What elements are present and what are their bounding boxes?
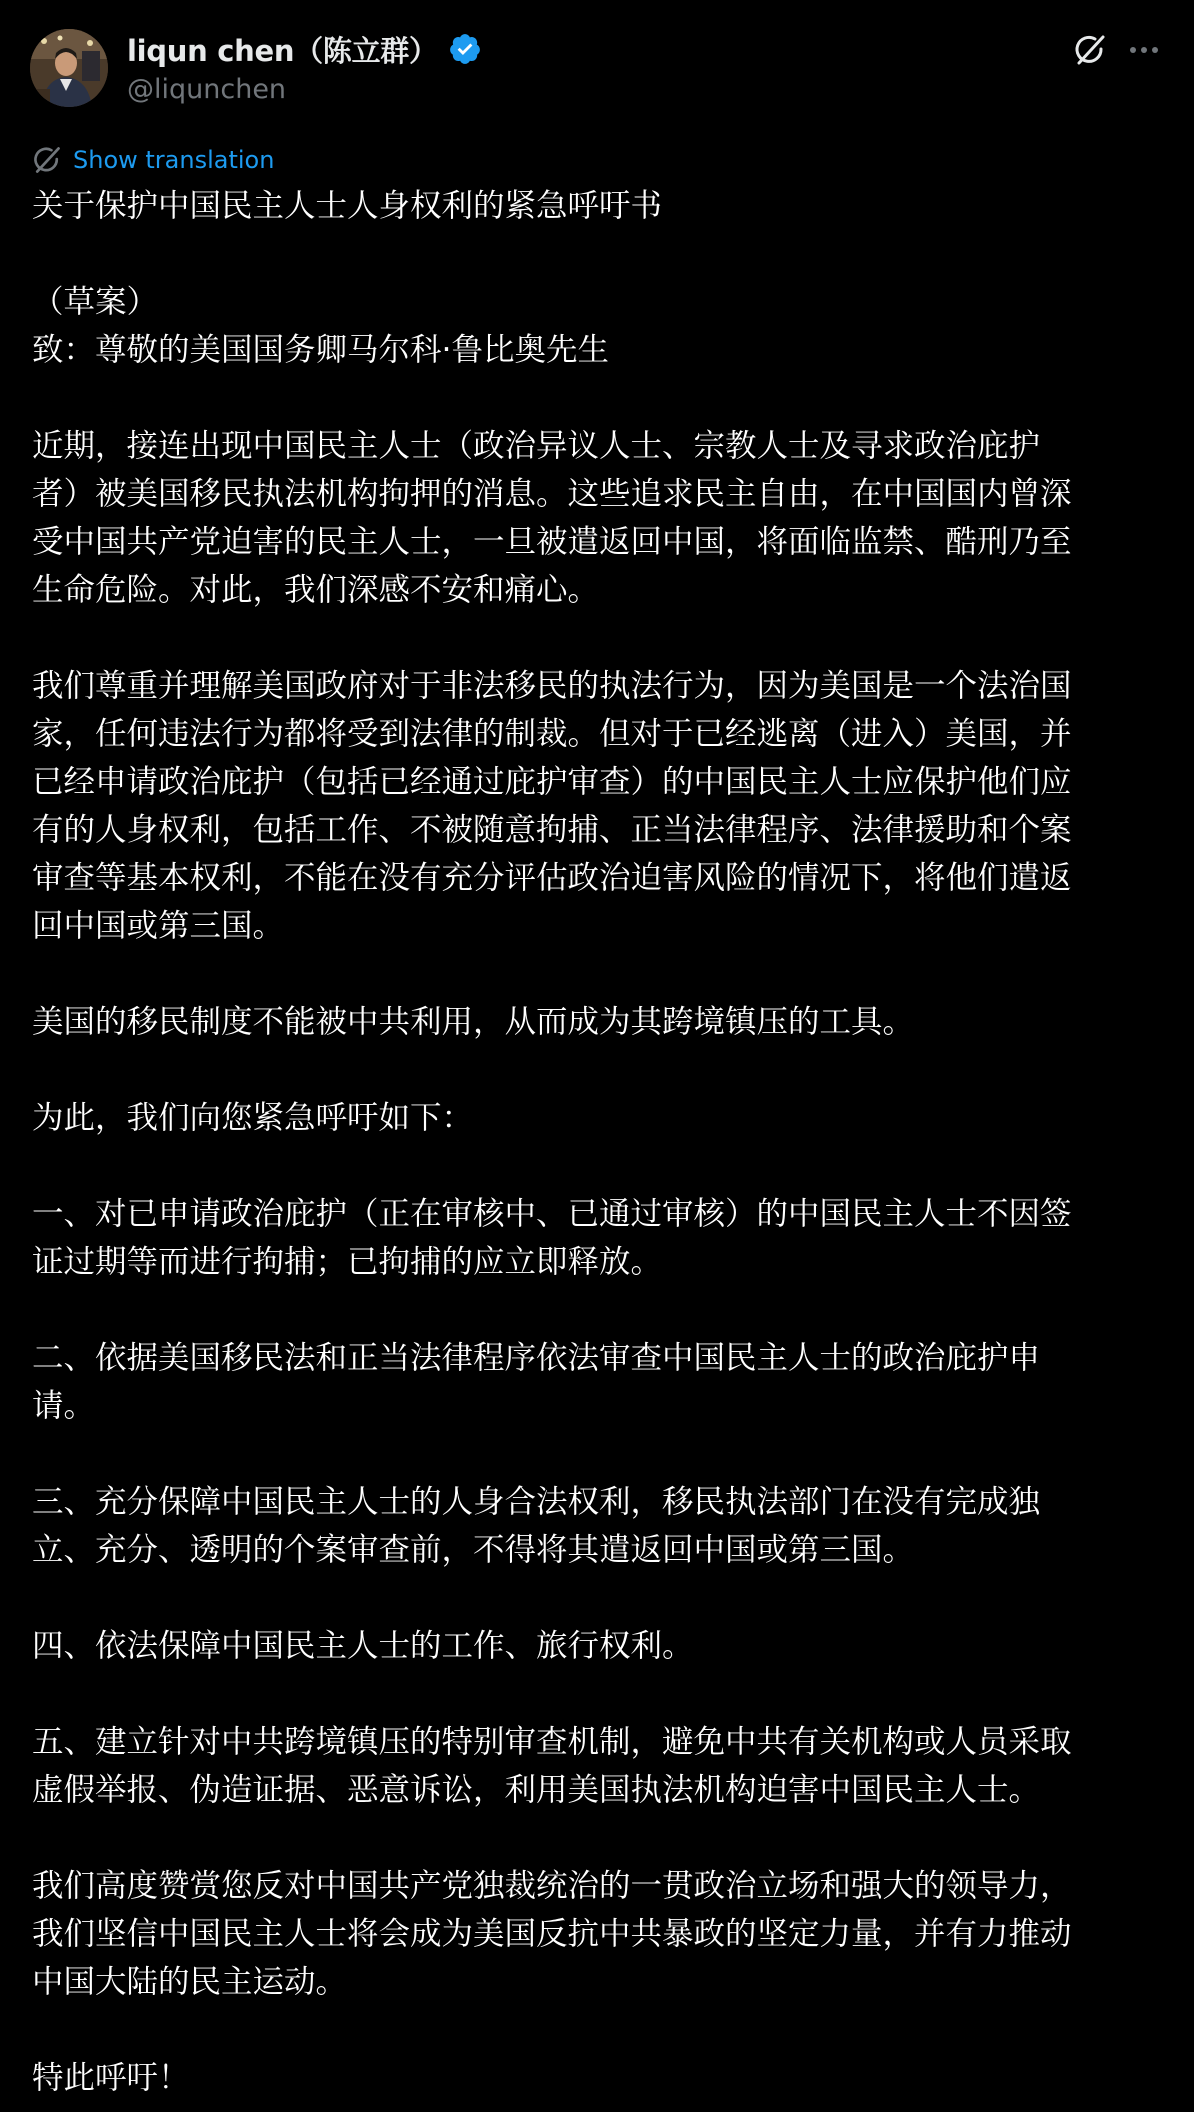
post-text-line [32, 374, 1162, 422]
post-text-line [32, 950, 1162, 998]
show-translation-label[interactable]: Show translation [73, 146, 275, 174]
grok-button[interactable] [1070, 30, 1110, 70]
post-body-text [32, 182, 1162, 2102]
post-text-line: 致：尊敬的美国国务卿马尔科·鲁比奥先生 [32, 332, 610, 368]
post-text-line: 已经申请政治庇护（包括已经通过庇护审查）的中国民主人士应保护他们应 [32, 764, 1072, 800]
post-text-line: 四、依法保障中国民主人士的工作、旅行权利。 [32, 1628, 694, 1664]
post-text-line: 家，任何违法行为都将受到法律的制裁。但对于已经逃离（进入）美国，并 [32, 716, 1072, 752]
show-translation-link[interactable] [31, 142, 274, 178]
post-text-line [32, 2006, 1162, 2054]
avatar-photo [30, 29, 108, 107]
post-text-line: 受中国共产党迫害的民主人士，一旦被遣返回中国，将面临监禁、酷刑乃至 [32, 524, 1072, 560]
post-text-line: 一、对已申请政治庇护（正在审核中、已通过审核）的中国民主人士不因签 [32, 1196, 1072, 1232]
post-text-line [32, 1670, 1162, 1718]
post-text-line: 特此呼吁！ [32, 2060, 190, 2096]
author-display-name[interactable]: liqun chen（陈立群） [127, 33, 438, 68]
author-handle[interactable]: @liqunchen [127, 74, 287, 105]
post-text-line: 虚假举报、伪造证据、恶意诉讼，利用美国执法机构迫害中国民主人士。 [32, 1772, 1041, 1808]
post-text-line: 为此，我们向您紧急呼吁如下： [32, 1100, 474, 1136]
post-text-line: 请。 [32, 1388, 96, 1424]
avatar[interactable] [30, 29, 108, 107]
post-text-line: 立、充分、透明的个案审查前，不得将其遣返回中国或第三国。 [32, 1532, 915, 1568]
header-actions [1070, 30, 1164, 70]
post-text-line: 二、依据美国移民法和正当法律程序依法审查中国民主人士的政治庇护申 [32, 1340, 1041, 1376]
post-text-line [32, 1286, 1162, 1334]
post-text-line: 中国大陆的民主运动。 [32, 1964, 348, 2000]
author-name-row [127, 28, 482, 70]
post-text-line: 者）被美国移民执法机构拘押的消息。这些追求民主自由，在中国国内曾深 [32, 476, 1072, 512]
grok-icon [1072, 32, 1108, 68]
post-text-line [32, 1046, 1162, 1094]
post-text-line: 近期，接连出现中国民主人士（政治异议人士、宗教人士及寻求政治庇护 [32, 428, 1041, 464]
post-text-line: 生命危险。对此，我们深感不安和痛心。 [32, 572, 600, 608]
post-text-line: 回中国或第三国。 [32, 908, 285, 944]
more-options-icon [1128, 45, 1160, 55]
post-text-line: 证过期等而进行拘捕；已拘捕的应立即释放。 [32, 1244, 663, 1280]
post-text-line: 有的人身权利，包括工作、不被随意拘捕、正当法律程序、法律援助和个案 [32, 812, 1072, 848]
post-text-line [32, 1814, 1162, 1862]
post-text-line: 美国的移民制度不能被中共利用，从而成为其跨境镇压的工具。 [32, 1004, 915, 1040]
verified-badge-icon[interactable] [448, 32, 482, 66]
grok-translate-icon [31, 144, 63, 176]
post-text-line [32, 1574, 1162, 1622]
post-text-line: 我们高度赞赏您反对中国共产党独裁统治的一贯政治立场和强大的领导力， [32, 1868, 1072, 1904]
post-text-line: 三、充分保障中国民主人士的人身合法权利，移民执法部门在没有完成独 [32, 1484, 1041, 1520]
post-text-line: 我们尊重并理解美国政府对于非法移民的执法行为，因为美国是一个法治国 [32, 668, 1072, 704]
more-options-button[interactable] [1124, 30, 1164, 70]
post-text-line [32, 614, 1162, 662]
post-text-line: 我们坚信中国民主人士将会成为美国反抗中共暴政的坚定力量，并有力推动 [32, 1916, 1072, 1952]
post-text-line: （草案） [32, 284, 159, 320]
post-text-line [32, 230, 1162, 278]
post-text-line: 审查等基本权利，不能在没有充分评估政治迫害风险的情况下，将他们遣返 [32, 860, 1072, 896]
post-text-line: 关于保护中国民主人士人身权利的紧急呼吁书 [32, 188, 663, 224]
post-text-line [32, 1142, 1162, 1190]
post-text-line: 五、建立针对中共跨境镇压的特别审查机制，避免中共有关机构或人员采取 [32, 1724, 1072, 1760]
post-text-line [32, 1430, 1162, 1478]
post-header [30, 26, 1164, 108]
